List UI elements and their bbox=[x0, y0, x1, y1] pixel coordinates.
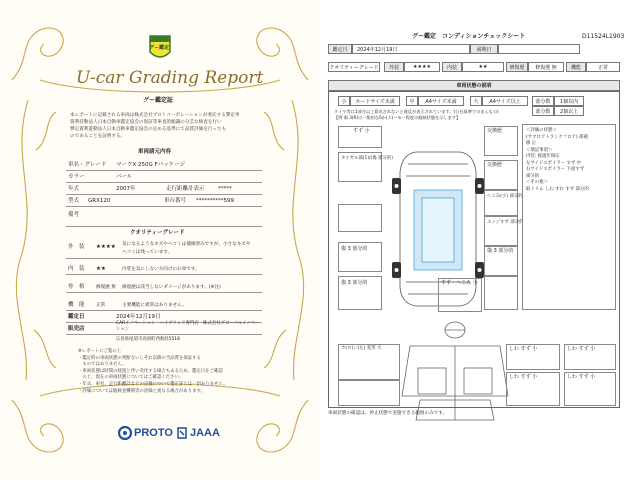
sheet-code: D11524L1903 bbox=[582, 33, 625, 40]
qg-exterior-label: 外装 bbox=[384, 62, 404, 72]
qg-function-label: 機能 bbox=[566, 62, 586, 72]
certificate-subtitle: グー鑑定証 bbox=[143, 97, 174, 104]
badge-text: グー鑑定 bbox=[149, 45, 170, 51]
interior-box bbox=[506, 344, 560, 370]
interior-label: カ(ロ)ン(左) 変形 大 bbox=[341, 346, 382, 351]
damage-box bbox=[484, 160, 518, 190]
grade-function bbox=[66, 294, 262, 311]
grade-text: 気になるようなキズやヘコミは補修済みですが、小さなキズや bbox=[122, 242, 251, 247]
shop-value: CARイノベーション ハイブリッド専門店 株式会社グローバルイノベーション bbox=[116, 321, 260, 332]
expire-value-cell bbox=[498, 44, 580, 54]
grade-text: 内装を気にしない方向けのお車です。 bbox=[122, 267, 200, 272]
damage-label: エッジすず 部分的 bbox=[487, 220, 524, 225]
intro-line: 資利持動法人日本自動車鑑定協会の保証等車査的総識の分芸な検査を行い bbox=[70, 120, 222, 125]
color-value: パール bbox=[116, 174, 133, 180]
date-value: 2024年12月19日 bbox=[116, 314, 161, 320]
interior-label: しわ すず 小 bbox=[509, 374, 538, 380]
interior-label: しわ すず 小 bbox=[567, 346, 596, 352]
certificate-notes bbox=[78, 349, 227, 395]
damage-label: すず 小 bbox=[353, 128, 370, 134]
interior-box bbox=[338, 380, 400, 406]
size-small: 小 bbox=[338, 96, 350, 106]
shop-row bbox=[66, 322, 262, 335]
year-label: 年式 bbox=[68, 186, 80, 192]
damage-box bbox=[484, 126, 518, 156]
goo-badge bbox=[145, 34, 175, 62]
notes-line: 内装: 経過年相応 bbox=[526, 154, 560, 159]
grade-stars: 正常 bbox=[96, 303, 106, 308]
type-label: 型式 bbox=[68, 198, 80, 204]
grade-frame bbox=[66, 276, 262, 293]
damage-label: 交換歴 bbox=[487, 128, 503, 134]
damage-box bbox=[338, 126, 382, 148]
jaaa-mark-icon bbox=[176, 426, 188, 440]
grade-label: 外 装 bbox=[68, 244, 85, 250]
color-label: カラー bbox=[68, 174, 85, 180]
damage-label: タイヤル部(1)/(傷 部分的) bbox=[341, 156, 393, 161]
size-medium-text: A4サイズ未満 bbox=[418, 96, 464, 106]
date-value-cell: 2024年12月19日 bbox=[352, 44, 470, 54]
grade-interior bbox=[66, 258, 262, 275]
qg-repair-label: 修復歴 bbox=[506, 62, 528, 72]
notes-line: 左サイドスポイラー すず 中 bbox=[526, 160, 582, 166]
damage-label: へこみ(小) 部分的 bbox=[487, 194, 523, 199]
grade-stars: ★★★★ bbox=[96, 244, 116, 250]
damage-box bbox=[484, 276, 518, 310]
shop-label: 販売店 bbox=[68, 326, 85, 332]
mileage-label: 走行距離計表示 bbox=[166, 186, 205, 192]
certificate-title: U-car Grading Report bbox=[76, 68, 264, 88]
expire-label-cell: 満期日 bbox=[470, 44, 498, 54]
damage-label: 交換歴 bbox=[487, 162, 503, 168]
intro-line: 弊定資利遊動法人日本自動車鑑定協会の定める基準にて品質評価を行ったも bbox=[70, 127, 227, 132]
quality-title: クオリティーグレード bbox=[130, 230, 185, 236]
grade-text: 主要機能に異常はありません。 bbox=[122, 303, 187, 308]
size-medium: 中 bbox=[406, 96, 418, 106]
damage-box bbox=[338, 204, 382, 232]
model-label: 車名・グレード bbox=[68, 162, 107, 168]
notes-line: 部分的 bbox=[526, 173, 540, 179]
level-label-1: 部分数 bbox=[532, 96, 554, 106]
proto-mark-icon bbox=[118, 426, 132, 440]
qg-interior-label: 内装 bbox=[442, 62, 462, 72]
level-label-2: 部分数 bbox=[532, 106, 554, 116]
level-value-2: 2個以上 bbox=[554, 106, 584, 116]
state-note-2: 【例 傷 3(R)は一般的な0か(エ)ーモー程度の痕跡状態を示します】 bbox=[334, 115, 461, 120]
qg-label-cell: クオリティーグレード bbox=[328, 62, 380, 72]
damage-box bbox=[484, 246, 518, 276]
grade-label: 機 能 bbox=[68, 302, 85, 308]
grade-label: 骨 格 bbox=[68, 284, 85, 290]
note-line: ・年式、車名、走行距離計などの記載について鑑定証とは一切ありません。 bbox=[78, 381, 228, 387]
note-line: ・評価については総検査機関等の評価と異なる場合があります。 bbox=[78, 388, 205, 394]
chassis-value: **********599 bbox=[196, 198, 234, 204]
notes-line: ＜その他＞ bbox=[526, 180, 548, 185]
damage-label: 傷 3 部分的 bbox=[341, 280, 368, 286]
damage-label: すず・へこみ 小 bbox=[441, 280, 478, 286]
intro-line: のであることを証明する。 bbox=[70, 134, 126, 139]
proto-logo bbox=[118, 426, 173, 440]
note-line: ※レポートにご覧の上 bbox=[78, 349, 122, 354]
interior-label: しわ すず 小 bbox=[567, 374, 596, 380]
grade-label: 内 装 bbox=[68, 266, 85, 272]
certificate-intro bbox=[70, 112, 240, 140]
grade-stars: ★★ bbox=[96, 266, 106, 272]
type-value: GRX120 bbox=[88, 198, 111, 204]
note-line: ものではありません。 bbox=[78, 362, 127, 368]
interior-box bbox=[564, 344, 616, 370]
qg-interior-value: ★★ bbox=[462, 62, 504, 72]
interior-box bbox=[506, 372, 560, 406]
notes-box bbox=[522, 124, 616, 310]
grade-exterior bbox=[66, 238, 262, 259]
note-line: ・鑑定時の車両状態の判断ないしそれ以降の当品質を保証する bbox=[78, 355, 201, 361]
year-value: 2007年 bbox=[116, 186, 136, 192]
date-label-cell: 鑑定日 bbox=[328, 44, 352, 54]
notes-line: ＜増記事項＞ bbox=[526, 147, 553, 153]
sheet-title: グー鑑定 コンディションチェックシート bbox=[412, 33, 526, 40]
notes-line: 右サイドスポイラー 下面すず bbox=[526, 167, 585, 172]
note-line: ・車両状態は時間の経過と伴い変化する場合もあるため、鑑定日をご確認 bbox=[78, 368, 223, 374]
notes-line: ＜評価の状態＞ bbox=[526, 128, 557, 133]
grade-text: ヘコミは残っています。 bbox=[122, 250, 173, 255]
damage-box bbox=[438, 278, 482, 312]
damage-box bbox=[338, 152, 393, 182]
qg-function-value: 正常 bbox=[586, 62, 620, 72]
damage-label: 傷 3 部分的 bbox=[341, 246, 368, 252]
size-small-text: カードサイズ未満 bbox=[350, 96, 400, 106]
interior-label: しわ すず 小 bbox=[509, 346, 538, 352]
note-row bbox=[66, 206, 262, 227]
note-line: の上、現在の車両状態についてはご確認ください。 bbox=[78, 375, 184, 381]
model-value: マークX 250G Fパッケージ bbox=[116, 162, 186, 168]
notes-list bbox=[526, 128, 589, 193]
qg-repair-value: 修復歴 無 bbox=[528, 62, 564, 72]
shop-address: 広島県尾道市高須町西新涯5518 bbox=[116, 337, 180, 342]
state-title-cell: 車両状態の説明 bbox=[328, 80, 620, 91]
notes-line: 取トリム しわ すれ すず 部分的 bbox=[526, 186, 589, 192]
damage-label: 傷 3 部分的 bbox=[487, 248, 514, 254]
proto-text: PROTO bbox=[134, 427, 173, 439]
note-label: 備考 bbox=[68, 212, 80, 218]
level-value-1: 1個以内 bbox=[554, 96, 584, 106]
damage-box bbox=[484, 190, 523, 216]
grade-stars: 修復歴 無 bbox=[96, 285, 116, 290]
damage-box bbox=[338, 242, 382, 272]
sheet-footer: 車両状態の確認は、停止状態で実施できる範囲のみです。 bbox=[328, 411, 448, 416]
chassis-label: 車台番号 bbox=[164, 198, 187, 204]
interior-diagram bbox=[390, 316, 530, 426]
jaaa-logo bbox=[176, 426, 220, 440]
jaaa-text: JAAA bbox=[190, 427, 220, 439]
date-label: 鑑定日 bbox=[68, 314, 85, 320]
damage-box bbox=[484, 216, 524, 246]
notes-line: 修 正 bbox=[526, 141, 537, 146]
state-note-1: タイヤ等は1部分以上算出されないと違反が表示されています。(公社基準でのまんもの) bbox=[334, 109, 499, 114]
interior-box bbox=[338, 344, 400, 380]
size-large: 大 bbox=[470, 96, 482, 106]
qg-exterior-value: ★★★★ bbox=[404, 62, 440, 72]
notes-line: (サブロアトランクフロア) 部補 bbox=[526, 134, 588, 140]
condition-check-sheet bbox=[320, 0, 640, 480]
size-large-text: A4サイズ以上 bbox=[482, 96, 528, 106]
mileage-value: ***** bbox=[218, 186, 232, 192]
interior-box bbox=[564, 372, 616, 406]
damage-box bbox=[338, 276, 382, 310]
intro-line: 本レポートに記載される車両は株式会社プロトコーポレーションが委託する弊定単 bbox=[70, 113, 240, 118]
grade-text: 修復歴は該当しないダメージがあります。(※注) bbox=[122, 285, 221, 290]
vehicle-section-title: 車両請元内容 bbox=[138, 149, 172, 155]
